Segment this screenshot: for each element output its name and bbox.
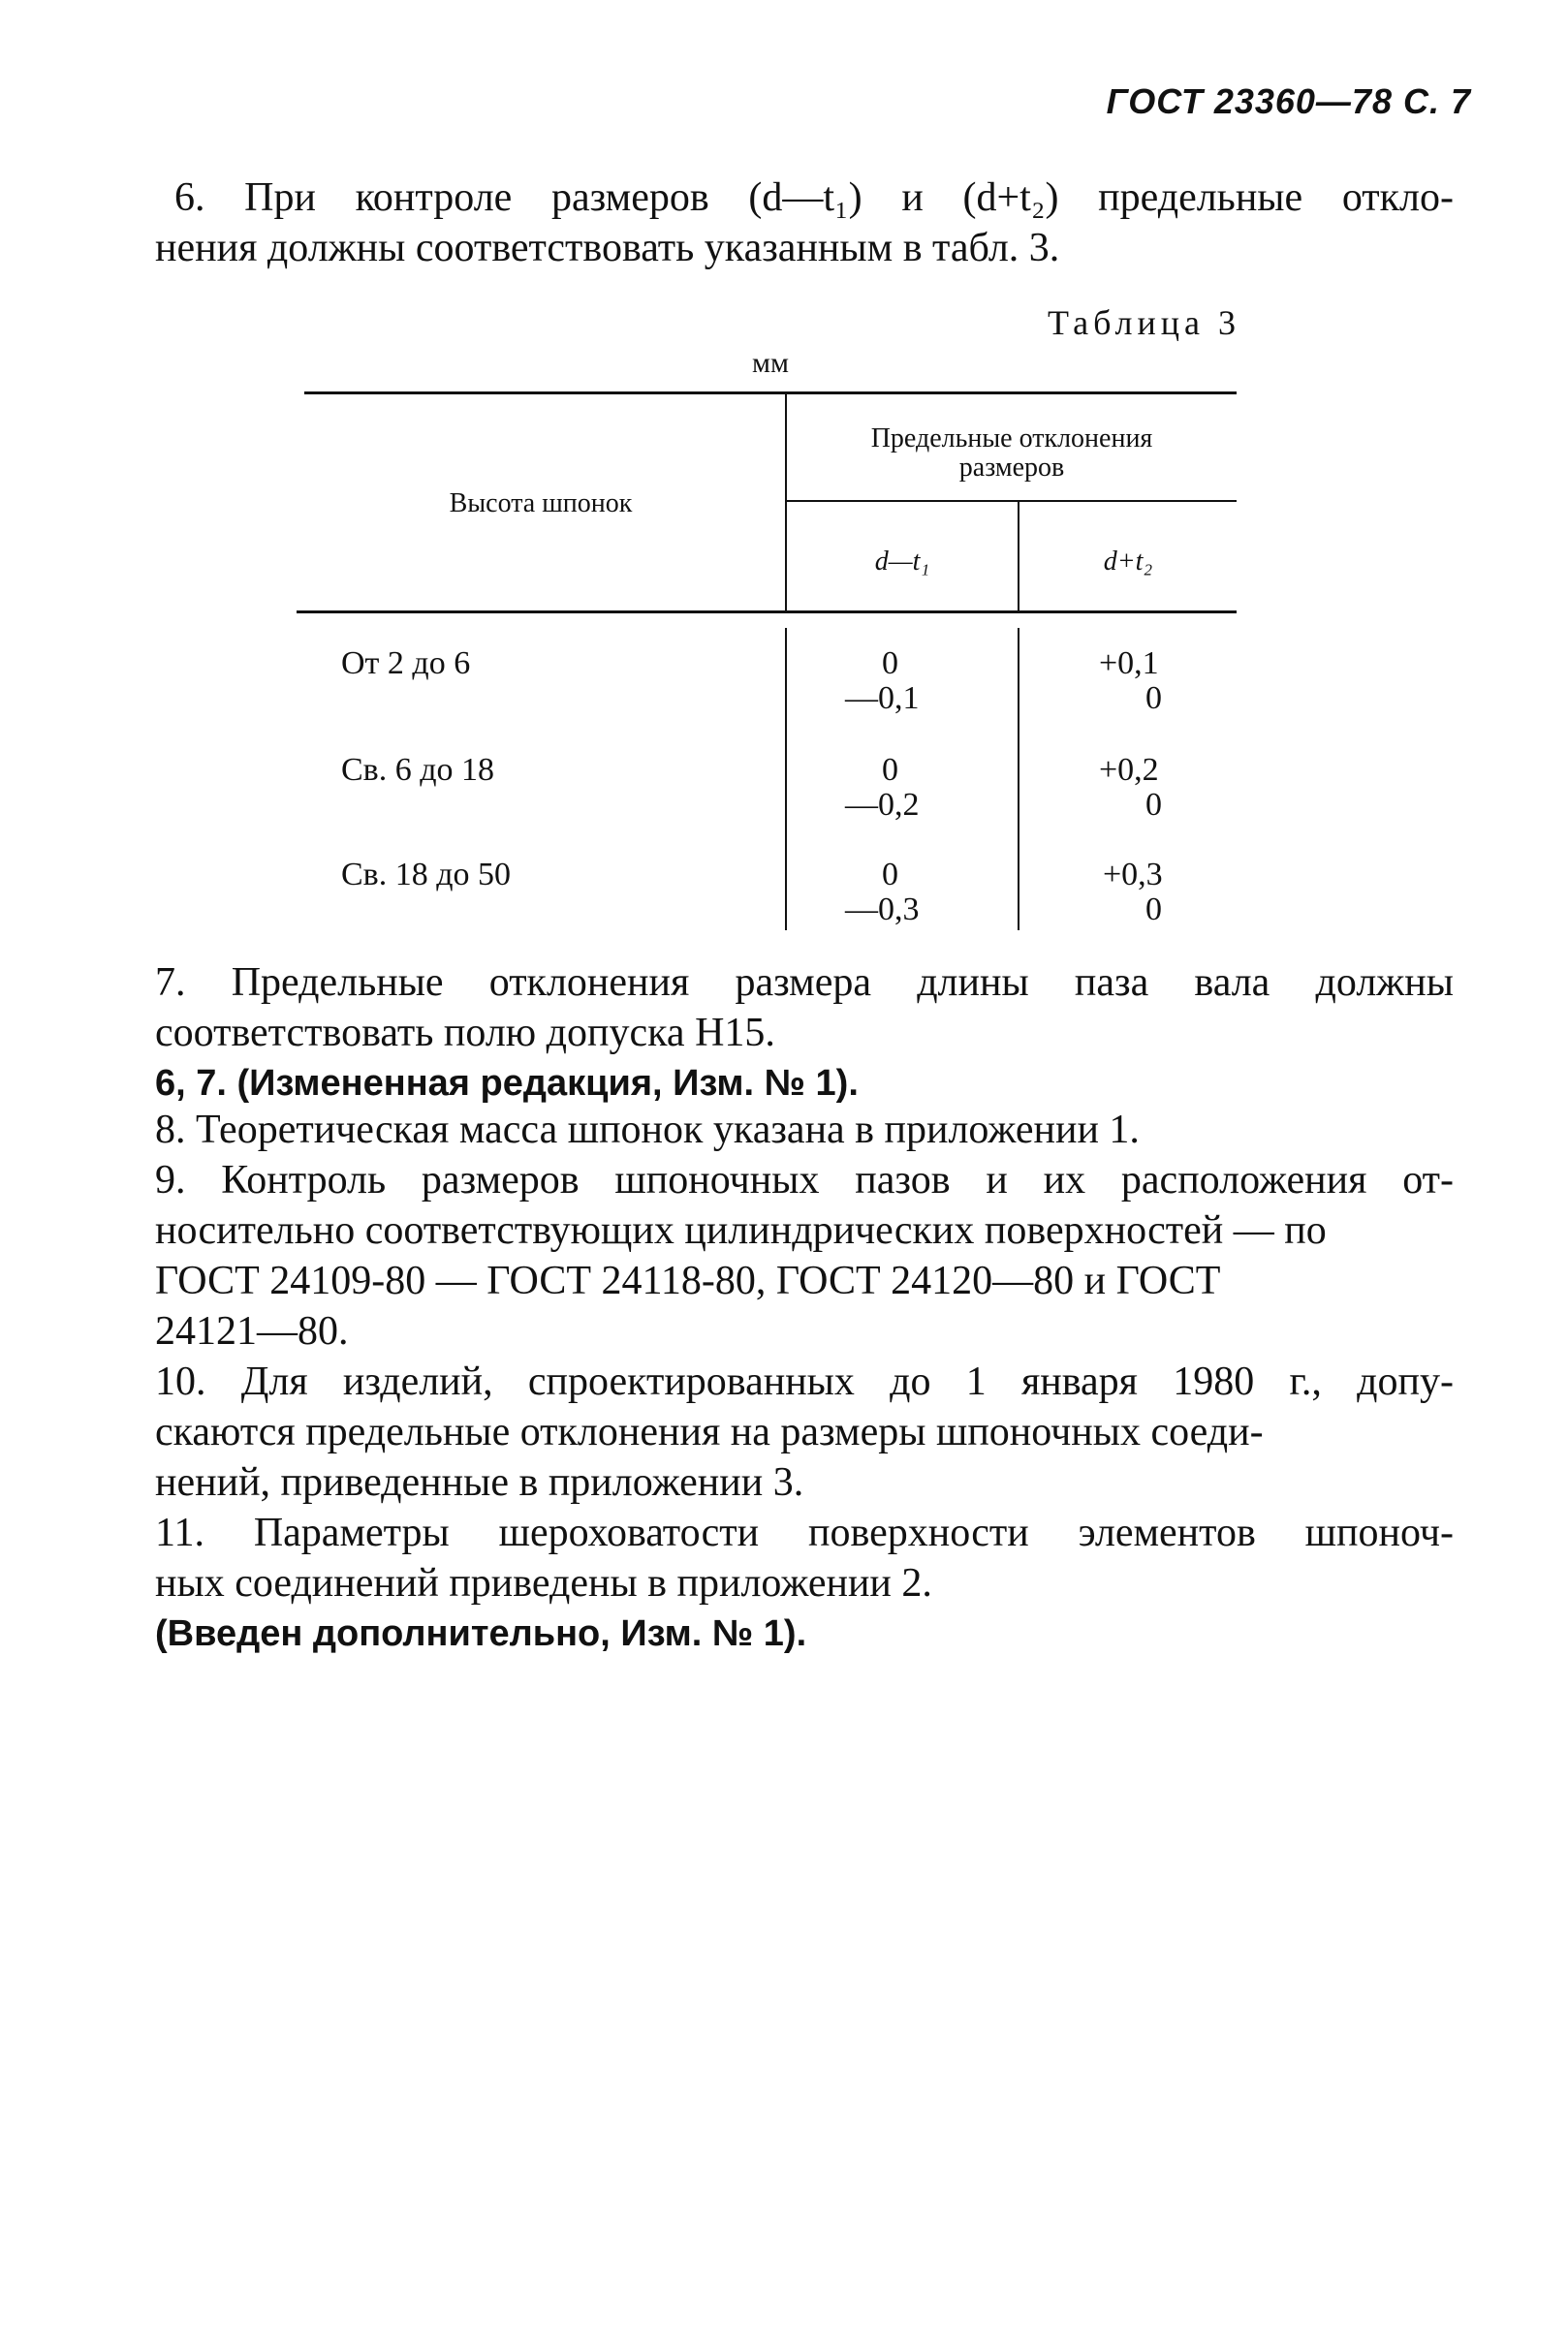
table-column-divider-2-body — [1018, 628, 1019, 930]
table-caption: Таблица 3 — [1048, 303, 1240, 342]
column-header-d-minus-t1: d—t₁ — [874, 547, 930, 577]
table-row-1-height: От 2 до 6 — [341, 645, 471, 681]
paragraph-6-line-2: нения должны соответствовать указанным в табл. 3. — [155, 226, 1060, 270]
change-note-6-7: 6, 7. (Измененная редакция, Изм. № 1). — [155, 1063, 859, 1104]
table-row-3-height: Св. 18 до 50 — [341, 857, 512, 892]
table-units: мм — [752, 347, 789, 379]
table-row-1-dt2-lower: 0 — [1145, 680, 1162, 716]
table-row-2-dt1-lower: —0,2 — [845, 787, 920, 823]
table-row-3-dt2-upper: +0,3 — [1103, 857, 1163, 892]
table-row-3-dt1-upper: 0 — [882, 857, 898, 892]
paragraph-7-line-2: соответствовать полю допуска Н15. — [155, 1011, 775, 1055]
paragraph-7-line-1: 7. Предельные отклонения размера длины паза вала должны — [155, 960, 1454, 1005]
table-header-rule — [297, 610, 1237, 613]
paragraph-8: 8. Теоретическая масса шпонок указана в приложении 1. — [155, 1108, 1140, 1152]
table-row-2-dt1-upper: 0 — [882, 752, 898, 788]
table-row-2-height: Св. 6 до 18 — [341, 752, 495, 788]
table-row-2-dt2-upper: +0,2 — [1099, 752, 1159, 788]
paragraph-9-line-3: ГОСТ 24109-80 — ГОСТ 24118-80, ГОСТ 24120—80 и ГОСТ — [155, 1259, 1221, 1303]
paragraph-10-line-3: нений, приведенные в приложении 3. — [155, 1460, 804, 1505]
column-header-key-height: Высота шпонок — [449, 488, 633, 518]
table-top-rule — [304, 391, 1237, 394]
paragraph-11-line-1: 11. Параметры шероховатости поверхности элементов шпоноч- — [155, 1511, 1454, 1555]
table-row-1-dt1-upper: 0 — [882, 645, 898, 681]
group-header-rule — [787, 500, 1237, 502]
table-row-1-dt1-lower: —0,1 — [845, 680, 920, 716]
paragraph-9-line-1: 9. Контроль размеров шпоночных пазов и их расположения от- — [155, 1158, 1454, 1203]
tolerance-table — [297, 391, 1237, 930]
paragraph-9 — [155, 1155, 1454, 1357]
paragraph-6 — [155, 172, 1454, 273]
paragraph-7 — [155, 957, 1454, 1058]
table-row-2-dt2-lower: 0 — [1145, 787, 1162, 823]
table-row-3-dt2-lower: 0 — [1145, 891, 1162, 927]
paragraph-10 — [155, 1357, 1454, 1508]
page-header: ГОСТ 23360—78 С. 7 — [1106, 81, 1471, 121]
paragraph-9-line-2: носительно соответствующих цилиндрических поверхностей — по — [155, 1208, 1327, 1253]
table-row-3-dt1-lower: —0,3 — [845, 891, 920, 927]
table-column-divider-1-body — [785, 628, 787, 930]
paragraph-10-line-1: 10. Для изделий, спроектированных до 1 января 1980 г., допу- — [155, 1360, 1454, 1404]
column-header-d-plus-t2: d+t₂ — [1103, 547, 1153, 577]
paragraph-9-line-4: 24121—80. — [155, 1309, 349, 1354]
table-row-1-dt2-upper: +0,1 — [1099, 645, 1159, 681]
paragraph-6-line-1: 6. При контроле размеров (d—t₁) и (d+t₂) предельные откло- — [174, 175, 1454, 220]
paragraph-11 — [155, 1508, 1454, 1609]
group-header-limit-deviations: Предельные отклонения размеров — [870, 423, 1153, 483]
paragraph-11-line-2: ных соединений приведены в приложении 2. — [155, 1561, 932, 1606]
paragraph-10-line-2: скаются предельные отклонения на размеры шпоночных соеди- — [155, 1410, 1264, 1454]
change-note-11: (Введен дополнительно, Изм. № 1). — [155, 1613, 807, 1654]
